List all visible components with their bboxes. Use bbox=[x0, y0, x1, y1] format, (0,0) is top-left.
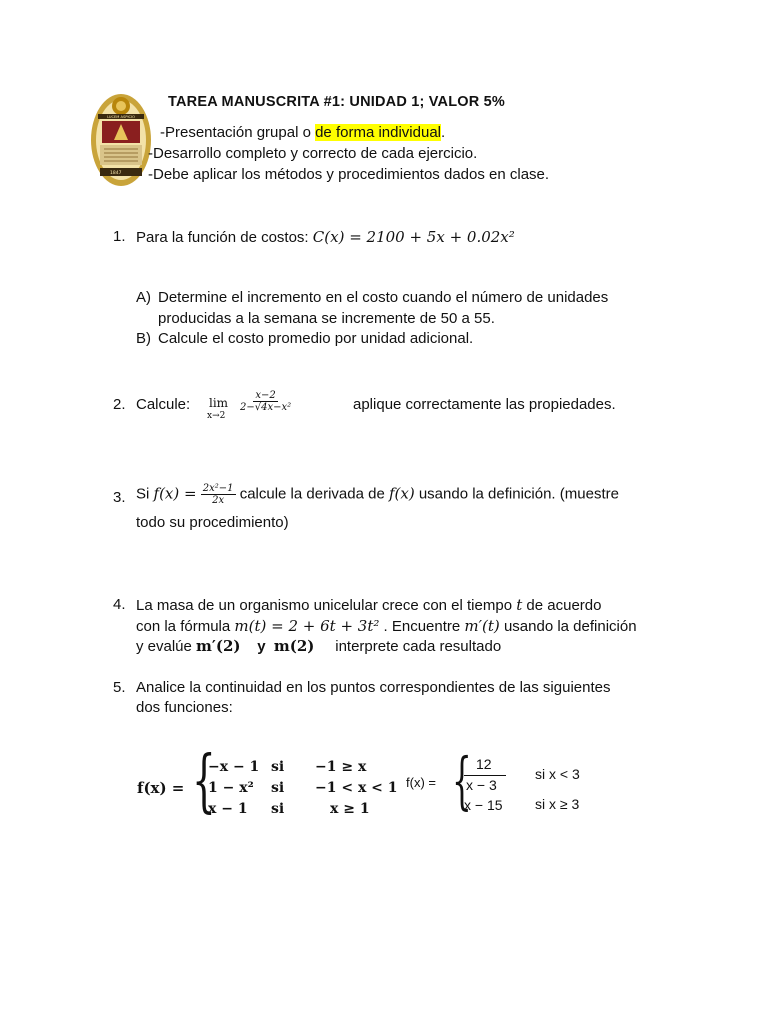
q3-numerator: 2x²−1 bbox=[202, 483, 234, 494]
f1-row-1-expr: −x − 1 bbox=[208, 759, 260, 775]
q3-fx: f(x) = bbox=[153, 484, 197, 503]
f2-cond-1: si x < 3 bbox=[535, 766, 580, 782]
f2-cond-2: si x ≥ 3 bbox=[535, 796, 580, 812]
f1-row-2-si: si bbox=[271, 780, 285, 796]
instruction-1-highlight: de forma individual bbox=[315, 124, 441, 141]
instruction-1-prefix: -Presentación grupal o bbox=[160, 124, 316, 141]
q3-si: Si bbox=[136, 485, 154, 503]
instruction-line-2: -Desarrollo completo y correcto de cada ejercicio. bbox=[148, 145, 478, 162]
svg-text:1847: 1847 bbox=[110, 171, 122, 176]
f2-label: f(x) = bbox=[406, 775, 436, 790]
q5-line1: Analice la continuidad en los puntos correspondientes de las siguientes bbox=[136, 679, 611, 696]
f1-row-2-cond: −1 < x < 1 bbox=[315, 780, 398, 796]
q5-line2: dos funciones: bbox=[136, 699, 233, 716]
q2-text: Calcule: bbox=[136, 396, 191, 413]
q4-m2prime: m′(2) bbox=[196, 637, 241, 655]
f1-label: f(x) = bbox=[137, 779, 185, 797]
q1-partB-label: B) bbox=[136, 330, 151, 347]
q4-formula: m(t) = 2 + 6t + 3t² bbox=[234, 617, 380, 635]
f1-row-3-expr: x − 1 bbox=[208, 801, 248, 817]
q4-line2-a: con la fórmula bbox=[136, 618, 235, 635]
q1-partA-label: A) bbox=[136, 289, 151, 306]
q4-line3-b: interprete cada resultado bbox=[335, 638, 502, 655]
f1-row-1-cond: −1 ≥ x bbox=[315, 759, 367, 775]
f2-brace: { bbox=[452, 744, 472, 817]
q3-line1 bbox=[136, 483, 619, 506]
q4-t: t bbox=[516, 596, 523, 614]
f1-brace: { bbox=[192, 742, 216, 821]
q1-formula: C(x) = 2100 + 5x + 0.02x² bbox=[312, 228, 515, 246]
q2-numerator: x−2 bbox=[255, 390, 276, 401]
f2-fraction-bar bbox=[464, 775, 506, 776]
q3-end: usando la definición. (muestre bbox=[414, 485, 619, 503]
f2-expr-2: x − 15 bbox=[464, 797, 503, 813]
q4-line3-a: y evalúe bbox=[136, 638, 197, 655]
q4-line3 bbox=[136, 637, 501, 655]
q1-lead: Para la función de costos: bbox=[136, 229, 313, 246]
q2-lim: lim bbox=[209, 396, 229, 410]
f1-row-3-cond: x ≥ 1 bbox=[330, 801, 370, 817]
q4-line2 bbox=[136, 617, 637, 635]
q2-denominator: 2−√4x−x² bbox=[240, 402, 292, 413]
f1-row-2-expr: 1 − x² bbox=[208, 780, 254, 796]
f2-numerator: 12 bbox=[476, 756, 492, 772]
q4-y: y bbox=[257, 638, 266, 655]
svg-text:LUCEM ASPICIO: LUCEM ASPICIO bbox=[107, 115, 135, 119]
university-seal-logo bbox=[90, 92, 152, 188]
q3-mid: calcule la derivada de bbox=[239, 485, 389, 503]
q3-denominator: 2x bbox=[212, 495, 225, 506]
page-title: TAREA MANUSCRITA #1: UNIDAD 1; VALOR 5% bbox=[168, 94, 506, 110]
q1-partB-text: Calcule el costo promedio por unidad adicional. bbox=[158, 330, 474, 347]
q4-line2-c: usando la definición bbox=[499, 618, 637, 635]
q4-line1 bbox=[136, 596, 601, 614]
f1-row-3-si: si bbox=[271, 801, 285, 817]
f2-denominator: x − 3 bbox=[466, 777, 497, 793]
q3-line2: todo su procedimiento) bbox=[136, 514, 289, 531]
q4-line2-b: . Encuentre bbox=[379, 618, 465, 635]
q2-lim-sub: x→2 bbox=[207, 411, 226, 421]
q2-fraction bbox=[238, 390, 293, 413]
q2-number: 2. bbox=[113, 396, 126, 413]
q1-partA-line2: producidas a la semana se incremente de 50 a 55. bbox=[158, 310, 495, 327]
q1-number: 1. bbox=[113, 228, 126, 245]
q3-fx2: f(x) bbox=[388, 484, 415, 503]
q4-number: 4. bbox=[113, 596, 126, 613]
f1-row-1-si: si bbox=[271, 759, 285, 775]
q1-text bbox=[136, 228, 515, 246]
q4-mprime: m′(t) bbox=[464, 617, 500, 635]
q4-line1-b: de acuerdo bbox=[522, 597, 602, 614]
q4-m2: m(2) bbox=[273, 637, 315, 655]
q3-number: 3. bbox=[113, 489, 126, 506]
q5-number: 5. bbox=[113, 679, 126, 696]
q2-instruction: aplique correctamente las propiedades. bbox=[353, 396, 616, 413]
q4-line1-a: La masa de un organismo unicelular crece con el tiempo bbox=[136, 597, 517, 614]
q1-partA-line1: Determine el incremento en el costo cuando el número de unidades bbox=[158, 289, 609, 306]
instruction-line-3: -Debe aplicar los métodos y procedimientos dados en clase. bbox=[148, 166, 550, 183]
instruction-line-1 bbox=[160, 124, 445, 141]
instruction-1-suffix: . bbox=[441, 124, 446, 141]
